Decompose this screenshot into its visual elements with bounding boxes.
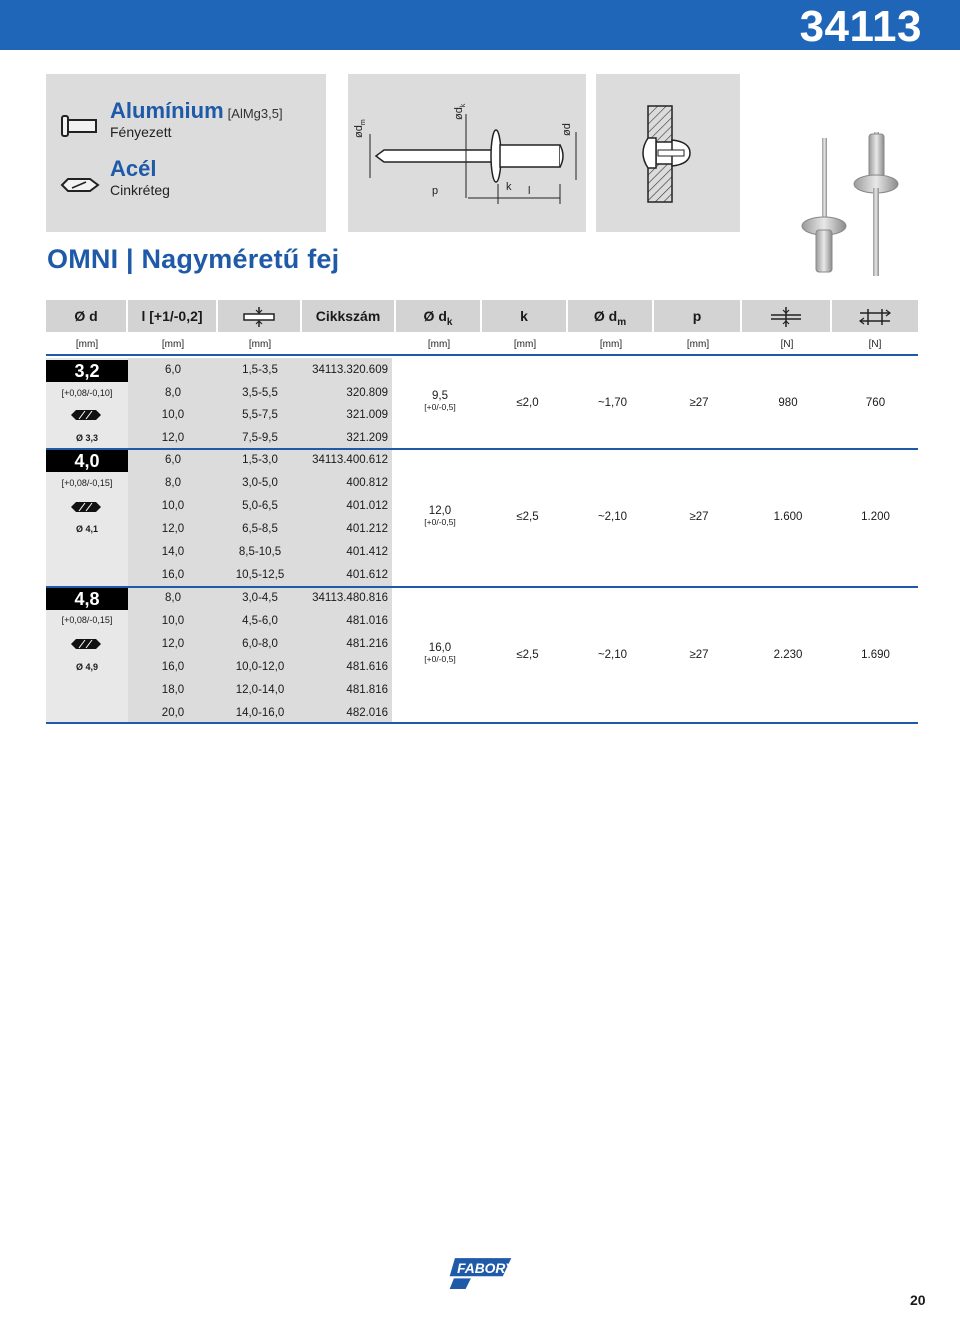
cell-article: 481.816 [346, 684, 388, 696]
spec-shear: 980 [778, 397, 798, 409]
product-code: 34113 [799, 2, 922, 51]
dm-label: ød [353, 125, 365, 138]
cell-grip: 5,0-6,5 [242, 500, 278, 512]
cell-l: 6,0 [165, 364, 181, 376]
cell-article: 401.612 [346, 569, 388, 581]
cell-article: 401.012 [346, 500, 388, 512]
cell-l: 6,0 [165, 454, 181, 466]
cell-grip: 3,5-5,5 [242, 387, 278, 399]
col-header-shear [742, 300, 832, 332]
tensile-force-icon [858, 307, 892, 327]
units-row [46, 334, 918, 356]
cell-l: 20,0 [161, 707, 185, 719]
material-finish: Cinkréteg [110, 182, 170, 198]
cell-grip: 4,5-6,0 [242, 615, 278, 627]
dk-value: 9,5 [432, 390, 448, 402]
cell-l: 14,0 [161, 546, 185, 558]
dk-header-label: Ø d [423, 308, 447, 324]
cell-article: 34113.320.609 [312, 364, 388, 376]
drill-diameter: Ø 4,9 [75, 662, 98, 672]
unit-dm: [mm] [599, 339, 623, 350]
cell-article: 401.212 [346, 523, 388, 535]
spec-p: ≥27 [689, 649, 709, 661]
cell-grip: 10,0-12,0 [235, 661, 285, 673]
dk-tolerance: [+0/-0,5] [424, 402, 456, 412]
cell-l: 12,0 [161, 638, 185, 650]
col-header-grip [218, 300, 302, 332]
cell-grip: 1,5-3,0 [242, 454, 278, 466]
drill-bit-icon [70, 501, 102, 513]
technical-drawing-panel [348, 74, 586, 232]
cell-grip: 14,0-16,0 [235, 707, 285, 719]
unit-grip: [mm] [248, 339, 272, 350]
spec-p: ≥27 [689, 511, 709, 523]
cell-article: 321.209 [346, 432, 388, 444]
dk-value: 16,0 [428, 642, 452, 654]
diameter-badge: 4,8 [46, 588, 128, 610]
unit-dk: [mm] [427, 339, 451, 350]
col-header-k: k [482, 300, 568, 332]
installation-panel [596, 74, 740, 232]
cell-l: 12,0 [161, 523, 185, 535]
svg-text:ødk [453, 103, 467, 120]
cell-l: 16,0 [161, 661, 185, 673]
unit-l: [mm] [161, 339, 185, 350]
k-label: k [506, 181, 512, 193]
cell-article: 320.809 [346, 387, 388, 399]
material-name: Acél [110, 156, 157, 181]
unit-shear: [N] [780, 339, 794, 350]
unit-d: [mm] [75, 339, 99, 350]
cell-grip: 3,0-4,5 [242, 592, 278, 604]
cell-article: 34113.480.816 [312, 592, 388, 604]
dk-tolerance: [+0/-0,5] [424, 654, 456, 664]
cell-l: 8,0 [165, 477, 181, 489]
material-aluminium [110, 98, 283, 140]
diameter-tolerance: [+0,08/-0,10] [61, 388, 113, 398]
col-header-l: l [+1/-0,2] [128, 300, 218, 332]
installed-rivet-icon [596, 74, 740, 232]
unit-p: [mm] [686, 339, 710, 350]
page-number: 20 [910, 1292, 926, 1308]
cell-article: 482.016 [346, 707, 388, 719]
material-finish: Fényezett [110, 124, 172, 140]
cell-l: 8,0 [165, 387, 181, 399]
dk-value: 12,0 [428, 505, 452, 517]
spec-dk [395, 390, 485, 412]
spec-k: ≤2,0 [516, 397, 539, 409]
cell-grip: 3,0-5,0 [242, 477, 278, 489]
cell-grip: 7,5-9,5 [242, 432, 278, 444]
diameter-badge: 4,0 [46, 450, 128, 472]
diameter-tolerance: [+0,08/-0,15] [61, 615, 113, 625]
cell-l: 18,0 [161, 684, 185, 696]
cell-grip: 8,5-10,5 [238, 546, 282, 558]
spec-dk [395, 642, 485, 664]
spec-dm: ~1,70 [597, 397, 628, 409]
unit-tensile: [N] [868, 339, 882, 350]
spec-dm: ~2,10 [597, 649, 628, 661]
spec-k: ≤2,5 [516, 649, 539, 661]
drill-bit-icon [70, 638, 102, 650]
cell-grip: 1,5-3,5 [242, 364, 278, 376]
grip-range-icon [242, 307, 276, 327]
d-label: ød [561, 123, 573, 136]
cell-l: 10,0 [161, 409, 185, 421]
cell-grip: 12,0-14,0 [235, 684, 285, 696]
product-photo [792, 128, 912, 278]
cell-grip: 6,5-8,5 [242, 523, 278, 535]
cell-l: 8,0 [165, 592, 181, 604]
col-header-d: Ø d [46, 300, 128, 332]
material-spec: [AlMg3,5] [227, 106, 283, 121]
table-header [46, 300, 918, 332]
diameter-badge: 3,2 [46, 360, 128, 382]
spec-shear: 2.230 [773, 649, 803, 661]
cell-grip: 6,0-8,0 [242, 638, 278, 650]
cell-l: 10,0 [161, 615, 185, 627]
spec-p: ≥27 [689, 397, 709, 409]
spec-dm: ~2,10 [597, 511, 628, 523]
dm-header-sub: m [617, 316, 627, 328]
cell-article: 400.812 [346, 477, 388, 489]
spec-tensile: 1.200 [861, 511, 890, 523]
drill-diameter: Ø 3,3 [75, 433, 98, 443]
spec-tensile: 1.690 [861, 649, 890, 661]
spec-tensile: 760 [865, 397, 886, 409]
top-bar [0, 0, 960, 50]
dk-label: ød [453, 107, 465, 120]
col-header-dk [396, 300, 482, 332]
mandrel-icon [60, 176, 100, 194]
cell-article: 401.412 [346, 546, 388, 558]
dm-header-label: Ø d [593, 308, 618, 324]
diameter-tolerance: [+0,08/-0,15] [61, 478, 113, 488]
dk-header-sub: k [446, 316, 453, 328]
dk-sub: k [460, 103, 467, 108]
material-steel [110, 156, 170, 198]
dm-sub: m [360, 119, 367, 126]
col-header-p: p [654, 300, 742, 332]
col-header-article: Cikkszám [302, 300, 396, 332]
rivet-drawing [348, 74, 586, 232]
rivet-body-icon [60, 114, 98, 138]
fabory-logo [426, 1256, 536, 1290]
page-title: OMNI | Nagyméretű fej [47, 244, 340, 274]
cell-article: 321.009 [346, 409, 388, 421]
cell-l: 16,0 [161, 569, 185, 581]
unit-k: [mm] [513, 339, 537, 350]
p-label: p [432, 185, 439, 197]
l-label: l [528, 185, 531, 197]
logo-text: FABORY [457, 1260, 515, 1276]
spec-k: ≤2,5 [516, 511, 539, 523]
drill-bit-icon [70, 409, 102, 421]
spec-dk [395, 505, 485, 527]
col-header-dm [568, 300, 654, 332]
cell-article: 34113.400.612 [312, 454, 388, 466]
cell-grip: 5,5-7,5 [242, 409, 278, 421]
cell-article: 481.216 [346, 638, 388, 650]
spec-shear: 1.600 [773, 511, 803, 523]
cell-article: 481.016 [346, 615, 388, 627]
svg-text:ødm [353, 119, 367, 138]
shear-force-icon [769, 307, 803, 327]
col-header-tensile [832, 300, 918, 332]
dk-tolerance: [+0/-0,5] [424, 517, 456, 527]
material-name: Alumínium [110, 98, 224, 123]
cell-l: 10,0 [161, 500, 185, 512]
cell-grip: 10,5-12,5 [235, 569, 285, 581]
cell-l: 12,0 [161, 432, 185, 444]
cell-article: 481.616 [346, 661, 388, 673]
drill-diameter: Ø 4,1 [75, 524, 98, 534]
unit-article [302, 334, 396, 354]
